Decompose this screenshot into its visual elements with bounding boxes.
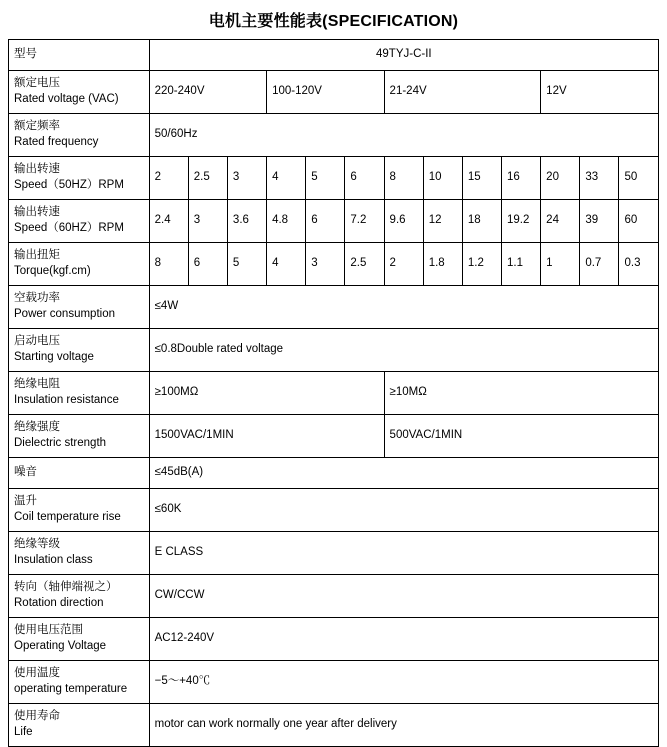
row-label-life-en: Life [14, 726, 33, 738]
torque-cell: 6 [188, 243, 227, 286]
table-row-insulation-resistance [9, 372, 659, 415]
row-label-power-consumption-en: Power consumption [14, 308, 115, 320]
table-row-insulation-class [9, 532, 659, 575]
row-label-life [9, 704, 150, 747]
table-row-power-consumption [9, 286, 659, 329]
table-row-rotation-direction [9, 575, 659, 618]
row-label-rotation-direction-en: Rotation direction [14, 597, 104, 609]
row-label-power-consumption [9, 286, 150, 329]
torque-cell: 3 [306, 243, 345, 286]
row-label-insulation-resistance [9, 372, 150, 415]
rotation-direction-value: CW/CCW [149, 575, 658, 618]
speed-60hz-cell: 12 [423, 200, 462, 243]
row-label-torque [9, 243, 150, 286]
torque-cell: 0.3 [619, 243, 659, 286]
table-row-dielectric-strength [9, 415, 659, 458]
life-value: motor can work normally one year after delivery [149, 704, 658, 747]
row-label-insulation-class [9, 532, 150, 575]
row-label-dielectric-strength [9, 415, 150, 458]
row-label-dielectric-strength-en: Dielectric strength [14, 437, 107, 449]
speed-50hz-cell: 4 [267, 157, 306, 200]
row-label-torque-cn: 输出扭矩 [14, 249, 60, 262]
row-label-speed-50hz [9, 157, 150, 200]
table-row-operating-voltage [9, 618, 659, 661]
row-label-speed-50hz-en: Speed（50HZ）RPM [14, 179, 124, 191]
torque-cell: 8 [149, 243, 188, 286]
row-label-torque-en: Torque(kgf.cm) [14, 265, 91, 277]
row-label-insulation-resistance-en: Insulation resistance [14, 394, 119, 406]
row-label-insulation-resistance-cn: 绝缘电阻 [14, 378, 60, 391]
row-label-rotation-direction-cn: 转向（轴伸端视之） [14, 581, 118, 594]
insulation-class-value: E CLASS [149, 532, 658, 575]
row-label-operating-temperature [9, 661, 150, 704]
row-label-model [9, 40, 150, 71]
rated-voltage-value-2: 100-120V [267, 71, 384, 114]
row-label-operating-voltage [9, 618, 150, 661]
speed-60hz-cell: 24 [541, 200, 580, 243]
row-label-coil-temp-rise-cn: 温升 [14, 495, 37, 508]
insulation-resistance-value-1: ≥100MΩ [149, 372, 384, 415]
row-label-rated-voltage [9, 71, 150, 114]
speed-60hz-cell: 4.8 [267, 200, 306, 243]
table-row-model [9, 40, 659, 71]
table-row-coil-temp-rise [9, 489, 659, 532]
row-label-starting-voltage [9, 329, 150, 372]
row-label-speed-50hz-cn: 输出转速 [14, 163, 60, 176]
torque-cell: 2.5 [345, 243, 384, 286]
insulation-resistance-value-2: ≥10MΩ [384, 372, 658, 415]
speed-60hz-cell: 6 [306, 200, 345, 243]
speed-60hz-cell: 39 [580, 200, 619, 243]
speed-50hz-cell: 2.5 [188, 157, 227, 200]
speed-50hz-cell: 10 [423, 157, 462, 200]
row-label-starting-voltage-en: Starting voltage [14, 351, 94, 363]
row-label-rotation-direction [9, 575, 150, 618]
row-label-rated-voltage-cn: 额定电压 [14, 77, 60, 90]
rated-voltage-value-3: 21-24V [384, 71, 541, 114]
row-label-speed-60hz-cn: 输出转速 [14, 206, 60, 219]
speed-50hz-cell: 16 [502, 157, 541, 200]
torque-cell: 2 [384, 243, 423, 286]
table-row-rated-voltage [9, 71, 659, 114]
torque-cell: 1.2 [462, 243, 501, 286]
torque-cell: 1.8 [423, 243, 462, 286]
row-label-noise-cn: 噪音 [14, 466, 37, 479]
row-label-speed-60hz-en: Speed（60HZ）RPM [14, 222, 124, 234]
row-label-operating-temperature-en: operating temperature [14, 683, 128, 695]
row-label-starting-voltage-cn: 启动电压 [14, 335, 60, 348]
row-label-rated-frequency-cn: 额定频率 [14, 120, 60, 133]
row-label-speed-60hz [9, 200, 150, 243]
specification-table [8, 39, 659, 747]
row-label-operating-voltage-en: Operating Voltage [14, 640, 107, 652]
rated-voltage-value-4: 12V [541, 71, 659, 114]
row-label-power-consumption-cn: 空载功率 [14, 292, 60, 305]
torque-cell: 5 [227, 243, 266, 286]
speed-50hz-cell: 5 [306, 157, 345, 200]
torque-cell: 1.1 [502, 243, 541, 286]
torque-cell: 4 [267, 243, 306, 286]
row-label-noise [9, 458, 150, 489]
row-label-rated-voltage-en: Rated voltage (VAC) [14, 93, 119, 105]
table-row-life [9, 704, 659, 747]
speed-60hz-cell: 18 [462, 200, 501, 243]
row-label-rated-frequency [9, 114, 150, 157]
rated-voltage-value-1: 220-240V [149, 71, 266, 114]
speed-50hz-cell: 33 [580, 157, 619, 200]
row-label-life-cn: 使用寿命 [14, 710, 60, 723]
row-label-operating-temperature-cn: 使用温度 [14, 667, 60, 680]
speed-50hz-cell: 15 [462, 157, 501, 200]
speed-50hz-cell: 6 [345, 157, 384, 200]
dielectric-strength-value-1: 1500VAC/1MIN [149, 415, 384, 458]
speed-60hz-cell: 2.4 [149, 200, 188, 243]
speed-50hz-cell: 2 [149, 157, 188, 200]
power-consumption-value: ≤4W [149, 286, 658, 329]
row-label-rated-frequency-en: Rated frequency [14, 136, 99, 148]
speed-60hz-cell: 60 [619, 200, 659, 243]
table-row-operating-temperature [9, 661, 659, 704]
table-row-speed-50hz [9, 157, 659, 200]
table-row-torque [9, 243, 659, 286]
row-label-insulation-class-en: Insulation class [14, 554, 93, 566]
row-label-coil-temp-rise [9, 489, 150, 532]
torque-cell: 1 [541, 243, 580, 286]
operating-temperature-value: −5～+40℃ [149, 661, 658, 704]
table-row-starting-voltage [9, 329, 659, 372]
table-row-rated-frequency [9, 114, 659, 157]
speed-60hz-cell: 19.2 [502, 200, 541, 243]
speed-50hz-cell: 8 [384, 157, 423, 200]
speed-50hz-cell: 3 [227, 157, 266, 200]
table-row-noise [9, 458, 659, 489]
row-label-coil-temp-rise-en: Coil temperature rise [14, 511, 121, 523]
row-label-dielectric-strength-cn: 绝缘强度 [14, 421, 60, 434]
speed-60hz-cell: 3 [188, 200, 227, 243]
torque-cell: 0.7 [580, 243, 619, 286]
rated-frequency-value: 50/60Hz [149, 114, 658, 157]
speed-50hz-cell: 50 [619, 157, 659, 200]
speed-50hz-cell: 20 [541, 157, 580, 200]
coil-temp-rise-value: ≤60K [149, 489, 658, 532]
speed-60hz-cell: 7.2 [345, 200, 384, 243]
speed-60hz-cell: 9.6 [384, 200, 423, 243]
page-title: 电机主要性能表(SPECIFICATION) [208, 13, 459, 30]
row-label-model-cn: 型号 [14, 48, 37, 61]
operating-voltage-value: AC12-240V [149, 618, 658, 661]
table-row-speed-60hz [9, 200, 659, 243]
model-value: 49TYJ-C-II [149, 40, 658, 71]
noise-value: ≤45dB(A) [149, 458, 658, 489]
dielectric-strength-value-2: 500VAC/1MIN [384, 415, 658, 458]
speed-60hz-cell: 3.6 [227, 200, 266, 243]
row-label-insulation-class-cn: 绝缘等级 [14, 538, 60, 551]
starting-voltage-value: ≤0.8Double rated voltage [149, 329, 658, 372]
row-label-operating-voltage-cn: 使用电压范围 [14, 624, 83, 637]
